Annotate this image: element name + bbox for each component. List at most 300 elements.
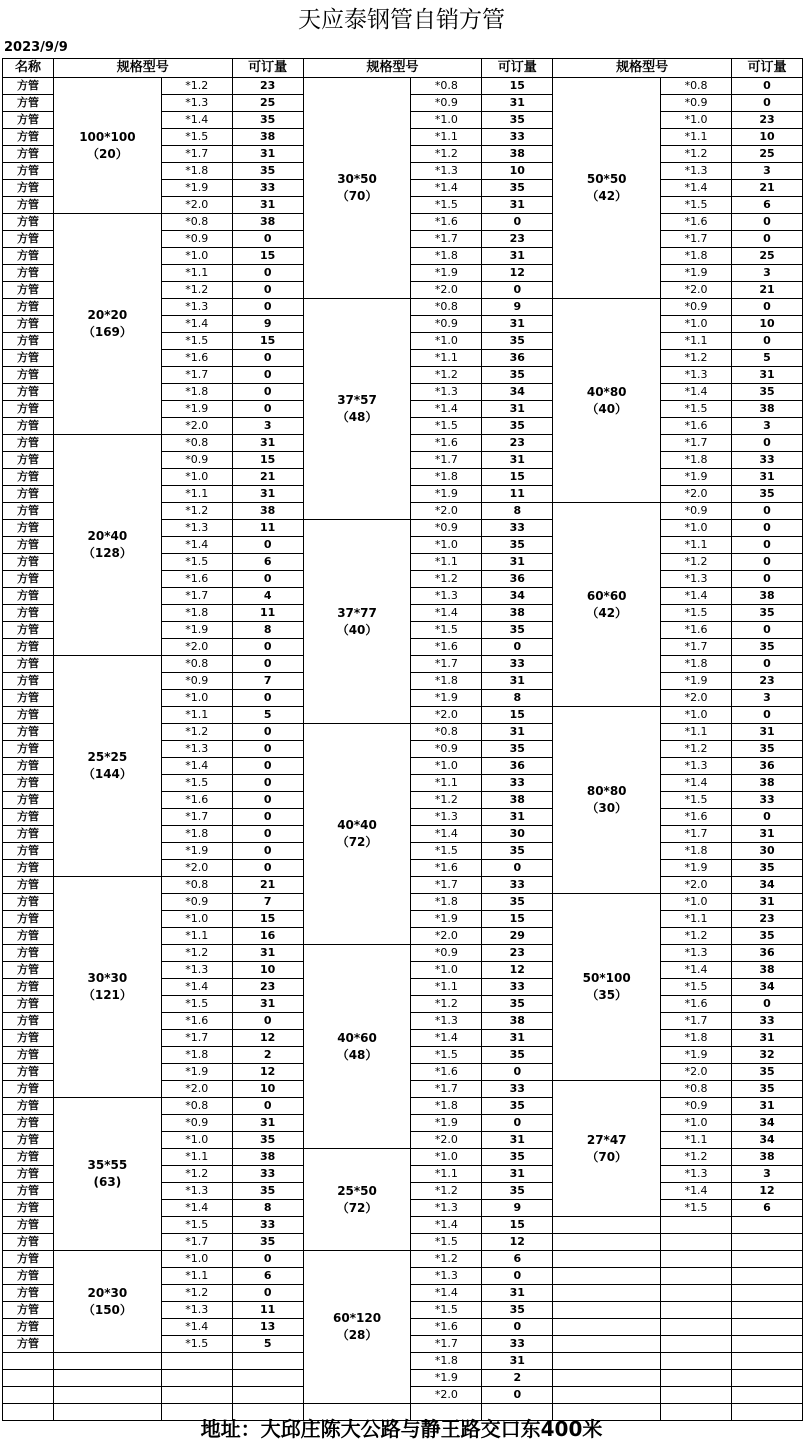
gauge-cell: *1.0 <box>661 112 732 129</box>
gauge-cell: *1.5 <box>661 792 732 809</box>
product-name-cell: 方管 <box>3 622 54 639</box>
gauge-cell: *1.8 <box>411 469 482 486</box>
quantity-cell: 34 <box>732 1132 803 1149</box>
gauge-cell: *1.7 <box>161 1234 232 1251</box>
gauge-cell: *1.5 <box>661 605 732 622</box>
product-name-cell: 方管 <box>3 503 54 520</box>
quantity-cell: 0 <box>482 214 553 231</box>
quantity-cell: 4 <box>232 588 303 605</box>
gauge-cell: *1.1 <box>161 707 232 724</box>
gauge-cell: *1.0 <box>661 707 732 724</box>
quantity-cell: 31 <box>732 1030 803 1047</box>
gauge-cell: *1.1 <box>411 775 482 792</box>
empty-cell <box>732 1251 803 1268</box>
quantity-cell: 31 <box>232 1115 303 1132</box>
gauge-cell: *1.6 <box>661 996 732 1013</box>
product-name-cell: 方管 <box>3 231 54 248</box>
product-name-cell: 方管 <box>3 894 54 911</box>
product-name-cell: 方管 <box>3 1183 54 1200</box>
gauge-cell: *1.9 <box>161 622 232 639</box>
gauge-cell: *1.8 <box>161 163 232 180</box>
quantity-cell: 11 <box>232 605 303 622</box>
quantity-cell: 35 <box>232 163 303 180</box>
quantity-cell: 35 <box>482 1047 553 1064</box>
quantity-cell: 35 <box>732 741 803 758</box>
gauge-cell: *1.7 <box>161 588 232 605</box>
quantity-cell: 0 <box>732 95 803 112</box>
quantity-cell: 0 <box>232 724 303 741</box>
size-group-cell <box>553 299 661 503</box>
quantity-cell: 0 <box>482 282 553 299</box>
quantity-cell: 6 <box>732 197 803 214</box>
quantity-cell: 2 <box>232 1047 303 1064</box>
quantity-cell: 6 <box>732 1200 803 1217</box>
gauge-cell: *1.4 <box>661 775 732 792</box>
gauge-cell: *1.3 <box>661 945 732 962</box>
size-label: 50*50 <box>586 172 627 186</box>
product-name-cell: 方管 <box>3 1234 54 1251</box>
gauge-cell: *1.7 <box>411 452 482 469</box>
product-name-cell: 方管 <box>3 537 54 554</box>
product-name-cell: 方管 <box>3 1200 54 1217</box>
quantity-cell: 12 <box>232 1064 303 1081</box>
quantity-cell: 0 <box>732 622 803 639</box>
gauge-cell: *1.9 <box>411 690 482 707</box>
empty-cell <box>53 1353 161 1370</box>
gauge-cell: *2.0 <box>161 1081 232 1098</box>
gauge-cell: *1.9 <box>161 1064 232 1081</box>
gauge-cell: *1.0 <box>161 248 232 265</box>
gauge-cell: *1.4 <box>411 826 482 843</box>
product-name-cell: 方管 <box>3 112 54 129</box>
gauge-cell: *1.4 <box>411 180 482 197</box>
gauge-cell: *1.6 <box>411 214 482 231</box>
quantity-cell: 23 <box>232 979 303 996</box>
empty-cell <box>553 1370 661 1387</box>
quantity-cell: 35 <box>232 1132 303 1149</box>
quantity-cell: 0 <box>732 214 803 231</box>
quantity-cell: 23 <box>482 435 553 452</box>
quantity-cell: 31 <box>232 996 303 1013</box>
quantity-cell: 0 <box>232 384 303 401</box>
gauge-cell: *1.7 <box>411 877 482 894</box>
empty-cell <box>661 1302 732 1319</box>
quantity-cell: 33 <box>732 1013 803 1030</box>
gauge-cell: *1.6 <box>411 1064 482 1081</box>
gauge-cell: *1.5 <box>411 1302 482 1319</box>
empty-cell <box>553 1353 661 1370</box>
gauge-cell: *1.7 <box>661 1013 732 1030</box>
gauge-cell: *0.9 <box>411 945 482 962</box>
quantity-cell: 0 <box>732 537 803 554</box>
quantity-cell: 3 <box>732 1166 803 1183</box>
gauge-cell: *0.9 <box>661 503 732 520</box>
gauge-cell: *1.2 <box>161 945 232 962</box>
quantity-cell: 34 <box>732 1115 803 1132</box>
quantity-cell: 0 <box>232 1251 303 1268</box>
gauge-cell: *1.8 <box>161 826 232 843</box>
product-name-cell: 方管 <box>3 78 54 95</box>
product-name-cell: 方管 <box>3 1149 54 1166</box>
quantity-cell: 31 <box>482 452 553 469</box>
gauge-cell: *1.3 <box>161 299 232 316</box>
quantity-cell: 35 <box>482 180 553 197</box>
product-name-cell: 方管 <box>3 299 54 316</box>
quantity-cell: 29 <box>482 928 553 945</box>
quantity-cell: 35 <box>482 996 553 1013</box>
quantity-cell: 38 <box>732 775 803 792</box>
quantity-cell: 7 <box>232 673 303 690</box>
size-sub-label: （72） <box>336 1200 378 1215</box>
product-name-cell: 方管 <box>3 554 54 571</box>
gauge-cell: *1.4 <box>161 316 232 333</box>
gauge-cell: *1.6 <box>161 1013 232 1030</box>
quantity-cell: 11 <box>482 486 553 503</box>
gauge-cell: *1.2 <box>161 1285 232 1302</box>
header-qty-3: 可订量 <box>732 59 803 78</box>
quantity-cell: 31 <box>732 367 803 384</box>
quantity-cell: 0 <box>232 860 303 877</box>
gauge-cell: *1.1 <box>661 537 732 554</box>
gauge-cell: *1.0 <box>661 1115 732 1132</box>
empty-cell <box>553 1234 661 1251</box>
stock-table <box>2 58 803 1421</box>
gauge-cell: *1.7 <box>661 435 732 452</box>
gauge-cell: *1.1 <box>411 979 482 996</box>
gauge-cell: *1.4 <box>661 1183 732 1200</box>
gauge-cell: *0.8 <box>161 877 232 894</box>
quantity-cell: 15 <box>482 707 553 724</box>
quantity-cell: 15 <box>482 1217 553 1234</box>
quantity-cell: 15 <box>232 452 303 469</box>
gauge-cell: *1.9 <box>411 486 482 503</box>
quantity-cell: 33 <box>232 1166 303 1183</box>
gauge-cell: *1.6 <box>161 792 232 809</box>
size-group-cell <box>53 1098 161 1251</box>
quantity-cell: 38 <box>732 962 803 979</box>
gauge-cell: *1.4 <box>661 588 732 605</box>
empty-cell <box>661 1285 732 1302</box>
gauge-cell: *1.5 <box>161 554 232 571</box>
size-label: 20*30 <box>87 1285 128 1300</box>
gauge-cell: *0.9 <box>661 1098 732 1115</box>
size-sub-label: （128） <box>82 546 132 560</box>
empty-cell <box>661 1268 732 1285</box>
product-name-cell: 方管 <box>3 333 54 350</box>
quantity-cell: 6 <box>482 1251 553 1268</box>
gauge-cell: *0.9 <box>411 741 482 758</box>
quantity-cell: 10 <box>732 316 803 333</box>
quantity-cell: 33 <box>482 1081 553 1098</box>
quantity-cell: 0 <box>232 571 303 588</box>
quantity-cell: 35 <box>482 1149 553 1166</box>
quantity-cell: 21 <box>232 877 303 894</box>
product-name-cell: 方管 <box>3 1064 54 1081</box>
empty-cell <box>232 1353 303 1370</box>
page-title: 天应泰钢管自销方管 <box>298 7 505 33</box>
quantity-cell: 0 <box>482 1319 553 1336</box>
size-group-cell <box>53 435 161 656</box>
gauge-cell: *1.4 <box>161 537 232 554</box>
gauge-cell: *1.3 <box>661 367 732 384</box>
header-row <box>3 59 803 78</box>
gauge-cell: *0.8 <box>161 214 232 231</box>
size-sub-label: （28） <box>336 1328 378 1342</box>
gauge-cell: *1.0 <box>161 690 232 707</box>
size-group-cell <box>553 894 661 1081</box>
gauge-cell: *1.3 <box>661 1166 732 1183</box>
gauge-cell: *1.6 <box>411 860 482 877</box>
empty-cell <box>732 1387 803 1404</box>
quantity-cell: 33 <box>482 520 553 537</box>
gauge-cell: *2.0 <box>661 282 732 299</box>
gauge-cell: *1.5 <box>661 979 732 996</box>
product-name-cell: 方管 <box>3 707 54 724</box>
quantity-cell: 8 <box>232 622 303 639</box>
gauge-cell: *2.0 <box>161 860 232 877</box>
gauge-cell: *1.2 <box>161 78 232 95</box>
gauge-cell: *1.8 <box>411 1353 482 1370</box>
gauge-cell: *1.1 <box>661 1132 732 1149</box>
gauge-cell: *1.2 <box>661 554 732 571</box>
quantity-cell: 6 <box>232 554 303 571</box>
quantity-cell: 33 <box>732 792 803 809</box>
quantity-cell: 8 <box>482 690 553 707</box>
quantity-cell: 0 <box>232 1013 303 1030</box>
quantity-cell: 2 <box>482 1370 553 1387</box>
product-name-cell: 方管 <box>3 418 54 435</box>
gauge-cell: *1.5 <box>161 1217 232 1234</box>
empty-cell <box>161 1387 232 1404</box>
quantity-cell: 31 <box>482 1132 553 1149</box>
quantity-cell: 23 <box>482 945 553 962</box>
gauge-cell: *1.2 <box>661 1149 732 1166</box>
gauge-cell: *0.8 <box>411 299 482 316</box>
address-line: 地址：大邱庄陈大公路与静王路交口东400米 <box>200 1417 603 1441</box>
gauge-cell: *1.9 <box>661 265 732 282</box>
product-name-cell: 方管 <box>3 775 54 792</box>
quantity-cell: 21 <box>732 180 803 197</box>
size-sub-label: （40） <box>586 401 628 416</box>
gauge-cell: *1.1 <box>661 333 732 350</box>
gauge-cell: *1.4 <box>411 605 482 622</box>
size-label: 60*60 <box>586 588 627 603</box>
quantity-cell: 38 <box>482 1013 553 1030</box>
quantity-cell: 0 <box>232 792 303 809</box>
gauge-cell: *1.1 <box>411 129 482 146</box>
product-name-cell: 方管 <box>3 911 54 928</box>
quantity-cell: 31 <box>232 146 303 163</box>
quantity-cell: 0 <box>232 809 303 826</box>
product-name-cell: 方管 <box>3 690 54 707</box>
quantity-cell: 31 <box>482 724 553 741</box>
gauge-cell: *1.9 <box>161 401 232 418</box>
gauge-cell: *1.7 <box>161 367 232 384</box>
gauge-cell: *1.5 <box>161 996 232 1013</box>
product-name-cell: 方管 <box>3 571 54 588</box>
table-row <box>3 78 803 95</box>
quantity-cell: 23 <box>732 673 803 690</box>
product-name-cell: 方管 <box>3 605 54 622</box>
product-name-cell: 方管 <box>3 979 54 996</box>
quantity-cell: 21 <box>232 469 303 486</box>
quantity-cell: 33 <box>232 1217 303 1234</box>
size-sub-label: （121） <box>82 988 132 1002</box>
empty-cell <box>732 1336 803 1353</box>
product-name-cell <box>3 1370 54 1387</box>
gauge-cell: *2.0 <box>411 928 482 945</box>
size-sub-label: （70） <box>586 1149 628 1164</box>
gauge-cell: *1.8 <box>161 384 232 401</box>
quantity-cell: 35 <box>482 894 553 911</box>
gauge-cell: *1.3 <box>411 384 482 401</box>
quantity-cell: 0 <box>482 1268 553 1285</box>
gauge-cell: *0.9 <box>661 299 732 316</box>
gauge-cell: *1.7 <box>411 1336 482 1353</box>
quantity-cell: 35 <box>732 1081 803 1098</box>
product-name-cell: 方管 <box>3 163 54 180</box>
quantity-cell: 23 <box>732 112 803 129</box>
gauge-cell: *0.9 <box>161 894 232 911</box>
product-name-cell: 方管 <box>3 639 54 656</box>
size-label: 37*77 <box>337 605 377 620</box>
product-name-cell: 方管 <box>3 724 54 741</box>
quantity-cell: 38 <box>732 588 803 605</box>
empty-cell <box>553 1319 661 1336</box>
quantity-cell: 31 <box>482 1166 553 1183</box>
gauge-cell: *1.6 <box>661 809 732 826</box>
gauge-cell: *2.0 <box>411 1132 482 1149</box>
gauge-cell: *1.5 <box>161 333 232 350</box>
empty-cell <box>661 1336 732 1353</box>
quantity-cell: 0 <box>232 282 303 299</box>
gauge-cell: *1.8 <box>411 248 482 265</box>
quantity-cell: 31 <box>482 1353 553 1370</box>
gauge-cell: *1.7 <box>411 231 482 248</box>
gauge-cell: *1.3 <box>411 1268 482 1285</box>
quantity-cell: 0 <box>732 231 803 248</box>
quantity-cell: 0 <box>732 299 803 316</box>
quantity-cell: 38 <box>232 1149 303 1166</box>
quantity-cell: 3 <box>232 418 303 435</box>
gauge-cell: *1.1 <box>161 265 232 282</box>
quantity-cell: 10 <box>482 163 553 180</box>
quantity-cell: 0 <box>232 758 303 775</box>
quantity-cell: 31 <box>482 673 553 690</box>
product-name-cell: 方管 <box>3 1013 54 1030</box>
gauge-cell: *1.5 <box>411 418 482 435</box>
gauge-cell: *1.2 <box>161 282 232 299</box>
gauge-cell: *1.8 <box>161 605 232 622</box>
product-name-cell: 方管 <box>3 741 54 758</box>
quantity-cell: 31 <box>482 316 553 333</box>
gauge-cell: *1.2 <box>161 1166 232 1183</box>
quantity-cell: 3 <box>732 265 803 282</box>
quantity-cell: 0 <box>232 1285 303 1302</box>
quantity-cell: 0 <box>232 350 303 367</box>
size-group-cell <box>303 520 411 724</box>
quantity-cell: 33 <box>232 180 303 197</box>
gauge-cell: *0.9 <box>161 452 232 469</box>
quantity-cell: 0 <box>732 503 803 520</box>
product-name-cell: 方管 <box>3 435 54 452</box>
quantity-cell: 31 <box>732 894 803 911</box>
gauge-cell: *1.2 <box>661 350 732 367</box>
gauge-cell: *1.9 <box>161 180 232 197</box>
size-group-cell <box>53 656 161 877</box>
quantity-cell: 38 <box>482 792 553 809</box>
size-sub-label: （48） <box>336 1047 378 1062</box>
gauge-cell: *1.4 <box>661 180 732 197</box>
gauge-cell: *0.9 <box>411 95 482 112</box>
size-group-cell <box>553 707 661 894</box>
size-sub-label: （40） <box>336 622 378 637</box>
quantity-cell: 0 <box>232 367 303 384</box>
quantity-cell: 33 <box>482 775 553 792</box>
gauge-cell: *1.3 <box>411 588 482 605</box>
gauge-cell: *1.8 <box>661 1030 732 1047</box>
quantity-cell: 3 <box>732 690 803 707</box>
gauge-cell: *1.8 <box>661 248 732 265</box>
empty-cell <box>553 1217 661 1234</box>
quantity-cell: 0 <box>732 571 803 588</box>
product-name-cell: 方管 <box>3 1047 54 1064</box>
quantity-cell: 35 <box>482 537 553 554</box>
gauge-cell: *1.2 <box>661 741 732 758</box>
gauge-cell: *1.9 <box>411 265 482 282</box>
quantity-cell: 31 <box>232 945 303 962</box>
product-name-cell: 方管 <box>3 367 54 384</box>
quantity-cell: 8 <box>232 1200 303 1217</box>
quantity-cell: 0 <box>482 1115 553 1132</box>
gauge-cell: *0.9 <box>161 673 232 690</box>
quantity-cell: 30 <box>732 843 803 860</box>
quantity-cell: 38 <box>732 401 803 418</box>
gauge-cell: *1.0 <box>411 333 482 350</box>
header-spec-2: 规格型号 <box>303 59 482 78</box>
quantity-cell: 34 <box>482 588 553 605</box>
size-label: 40*40 <box>337 818 377 832</box>
gauge-cell: *1.6 <box>161 571 232 588</box>
quantity-cell: 0 <box>732 554 803 571</box>
quantity-cell: 31 <box>482 401 553 418</box>
gauge-cell: *1.1 <box>161 486 232 503</box>
gauge-cell: *1.0 <box>161 1251 232 1268</box>
gauge-cell: *2.0 <box>411 282 482 299</box>
gauge-cell: *0.8 <box>161 435 232 452</box>
gauge-cell: *1.1 <box>661 129 732 146</box>
quantity-cell: 0 <box>232 656 303 673</box>
size-sub-label: （150） <box>82 1302 132 1317</box>
gauge-cell: *1.3 <box>661 571 732 588</box>
gauge-cell: *1.4 <box>411 1030 482 1047</box>
quantity-cell: 0 <box>732 520 803 537</box>
quantity-cell: 36 <box>482 350 553 367</box>
quantity-cell: 9 <box>482 299 553 316</box>
quantity-cell: 35 <box>482 333 553 350</box>
gauge-cell: *1.1 <box>661 724 732 741</box>
size-group-cell <box>553 1081 661 1217</box>
empty-cell <box>661 1251 732 1268</box>
size-label: 60*120 <box>333 1311 382 1325</box>
quantity-cell: 31 <box>232 486 303 503</box>
empty-cell <box>661 1387 732 1404</box>
product-name-cell: 方管 <box>3 996 54 1013</box>
product-name-cell: 方管 <box>3 1268 54 1285</box>
gauge-cell: *1.4 <box>161 758 232 775</box>
gauge-cell: *1.4 <box>161 112 232 129</box>
product-name-cell: 方管 <box>3 1251 54 1268</box>
